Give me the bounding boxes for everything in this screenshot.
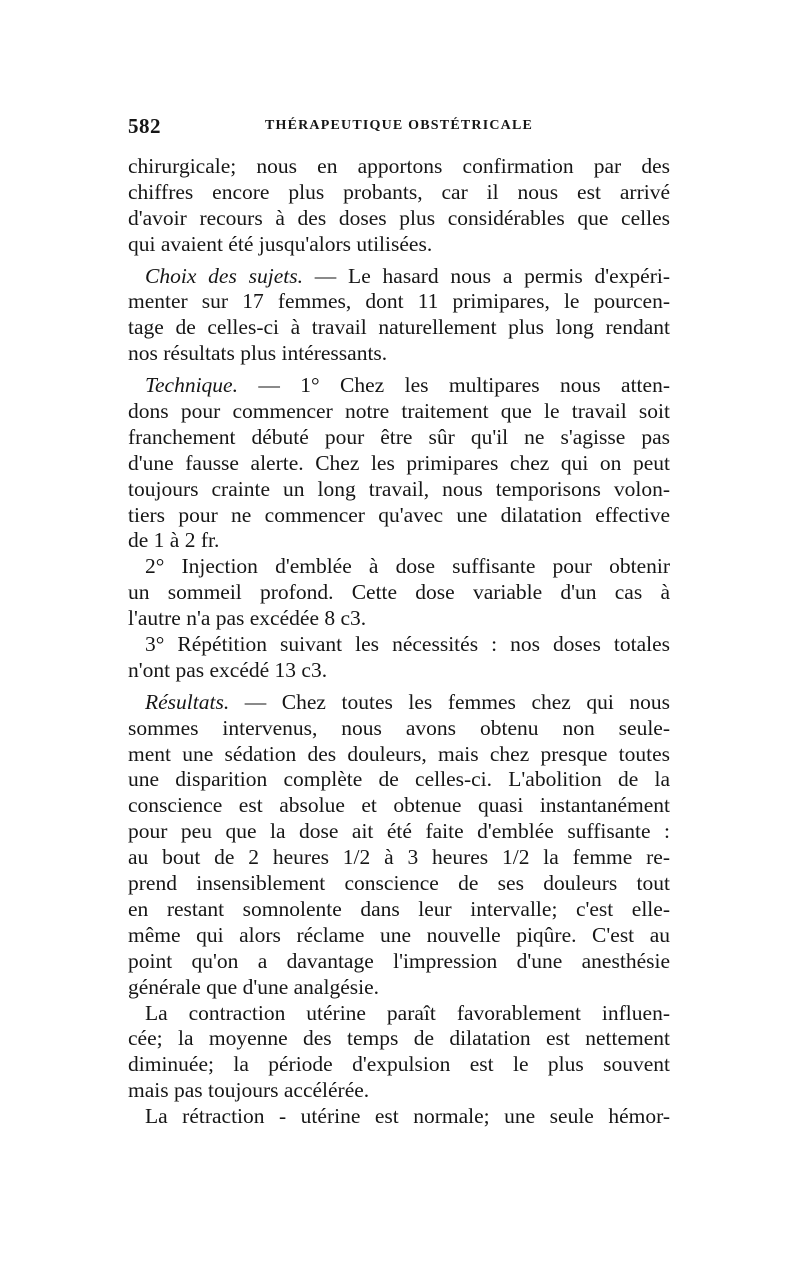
paragraph [128, 1104, 670, 1130]
text-line: sommes intervenus, nous avons obtenu non seule- [128, 715, 670, 740]
text-line: n'ont pas excédé 13 c3. [128, 657, 328, 682]
text-line: chiffres encore plus probants, car il nous est arrivé [128, 179, 670, 204]
text-run: — Le hasard nous a permis d'expéri- [302, 263, 670, 288]
text-line: La contraction utérine paraît favorablement influen- [145, 1000, 670, 1025]
text-line: d'une fausse alerte. Chez les primipares chez qui on peut [128, 450, 670, 475]
text-line: tiers pour ne commencer qu'avec une dilatation effective [128, 502, 670, 527]
text-line: même qui alors réclame une nouvelle piqûre. C'est au [128, 922, 670, 947]
paragraph [128, 554, 670, 632]
text-line: de 1 à 2 fr. [128, 528, 220, 553]
text-line: ment une sédation des douleurs, mais chez presque toutes [128, 741, 670, 766]
text-line: prend insensiblement conscience de ses douleurs tout [128, 871, 670, 896]
body-text [128, 154, 670, 1130]
text-line: l'autre n'a pas excédée 8 c3. [128, 606, 367, 631]
text-run: — 1° Chez les multipares nous atten- [237, 373, 670, 398]
paragraph [128, 154, 670, 258]
text-line: tage de celles-ci à travail naturellement plus long rendant [128, 315, 670, 340]
running-title: THÉRAPEUTIQUE OBSTÉTRICALE [264, 118, 534, 133]
paragraph [128, 264, 670, 368]
text-line: point qu'on a davantage l'impression d'une anesthésie [128, 948, 670, 973]
text-line: diminuée; la période d'expulsion est le plus souvent [128, 1052, 670, 1077]
text-line: franchement débuté pour être sûr qu'il ne s'agisse pas [128, 424, 670, 449]
section-heading: Résultats. [145, 689, 230, 714]
text-line: générale que d'une analgésie. [128, 974, 379, 999]
text-line: menter sur 17 femmes, dont 11 primipares, le pourcen- [128, 289, 670, 314]
paragraph [128, 1001, 670, 1105]
text-line [128, 690, 670, 716]
text-run: — Chez toutes les femmes chez qui nous [229, 689, 670, 714]
text-line: chirurgicale; nous en apportons confirmation par des [128, 154, 670, 178]
paragraph [128, 632, 670, 684]
text-line: qui avaient été jusqu'alors utilisées. [128, 231, 433, 256]
paragraph [128, 373, 670, 554]
text-line: une disparition complète de celles-ci. L'abolition de la [128, 767, 670, 792]
paragraph [128, 690, 670, 1001]
text-line: d'avoir recours à des doses plus considérables que celles [128, 205, 670, 230]
page-header [128, 114, 670, 138]
section-heading: Choix des sujets. [145, 263, 303, 288]
text-line: 3° Répétition suivant les nécessités : nos doses totales [145, 632, 670, 657]
text-line: pour peu que la dose ait été faite d'emblée suffisante : [128, 819, 670, 844]
text-line: mais pas toujours accélérée. [128, 1078, 370, 1103]
section-heading: Technique. [145, 373, 238, 398]
text-line: 2° Injection d'emblée à dose suffisante pour obtenir [145, 554, 670, 579]
text-line: en restant somnolente dans leur intervalle; c'est elle- [128, 896, 670, 921]
text-line: conscience est absolue et obtenue quasi instantanément [128, 793, 670, 818]
text-line [128, 373, 670, 399]
text-line: La rétraction - utérine est normale; une seule hémor- [145, 1104, 670, 1129]
text-line: dons pour commencer notre traitement que le travail soit [128, 399, 670, 424]
page-number: 582 [128, 114, 161, 138]
text-line: au bout de 2 heures 1/2 à 3 heures 1/2 la femme re- [128, 845, 670, 870]
text-line [128, 264, 670, 290]
text-line: un sommeil profond. Cette dose variable d'un cas à [128, 580, 670, 605]
text-line: toujours crainte un long travail, nous temporisons volon- [128, 476, 670, 501]
text-line: nos résultats plus intéressants. [128, 341, 388, 366]
text-line: cée; la moyenne des temps de dilatation est nettement [128, 1026, 670, 1051]
